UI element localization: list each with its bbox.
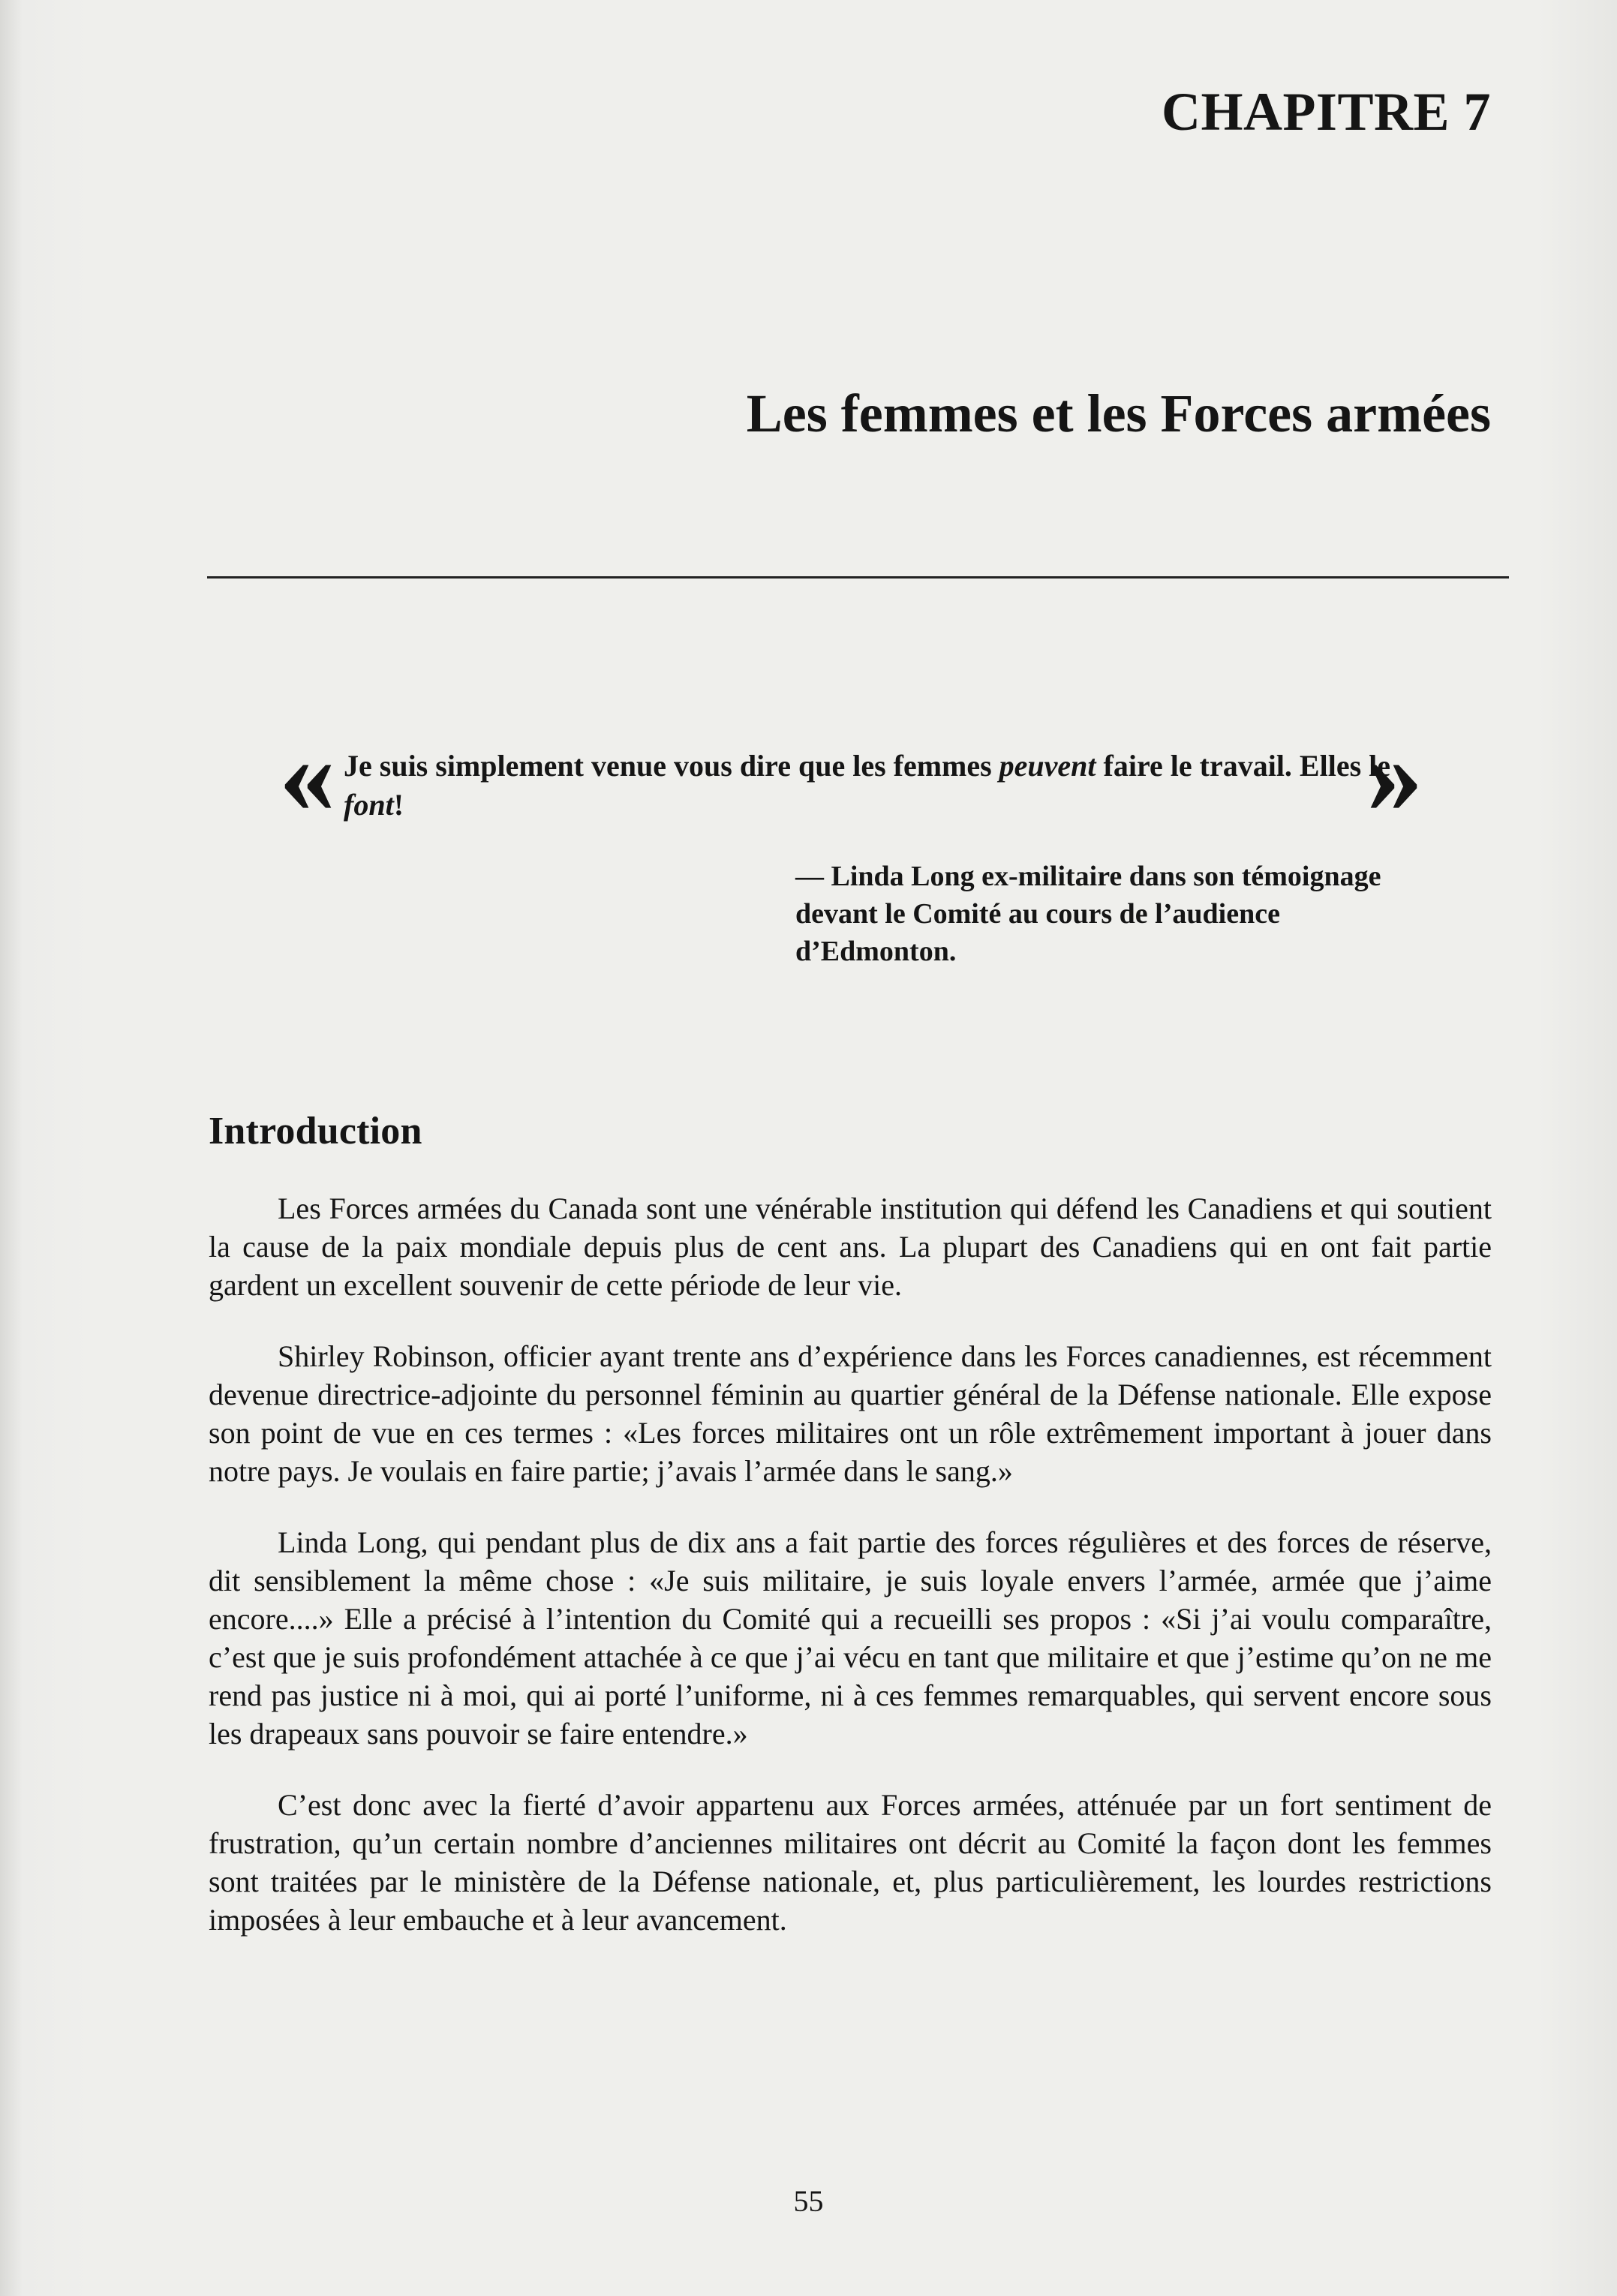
body-text [209,1189,1492,1972]
quote-text-part1: Je suis simplement venue vous dire que les femmes [344,749,999,783]
chapter-title: Les femmes et les Forces armées [746,383,1491,443]
paragraph: C’est donc avec la fierté d’avoir appartenu aux Forces armées, atténuée par un fort sentiment de frustration, qu’un certain nombre d’anciennes militaires ont décrit au Comité la façon dont les femmes sont traitées par le ministère de la Défense nationale, et, plus particulièrement, les lourdes restrictions imposées à leur embauche et à leur avancement. [209,1788,1492,1937]
quote-emphasis-2: font [344,788,394,822]
quote-text-part3: ! [393,788,404,822]
section-heading: Introduction [209,1110,422,1153]
page-number: 55 [793,2184,824,2218]
chapter-label: CHAPITRE 7 [1161,82,1491,142]
paragraph: Les Forces armées du Canada sont une vénérable institution qui défend les Canadiens et qui soutient la cause de la paix mondiale depuis plus de cent ans. La plupart des Canadiens qui en ont fait partie gardent un excellent souvenir de cette période de leur vie. [209,1192,1492,1302]
quote-text-part2: faire le travail. Elles le [1096,749,1391,783]
horizontal-rule [207,576,1509,579]
quote-text [344,747,1424,825]
paragraph: Linda Long, qui pendant plus de dix ans a fait partie des forces régulières et des forces de réserve, dit sensiblement la même chose : «Je suis militaire, je suis loyale envers l’armée, armée que j’aime encore....» Elle a précisé à l’intention du Comité qui a recueilli ses propos : «Si j’ai voulu comparaître, c’est que je suis profondément attachée à ce que j’ai vécu en tant que militaire et que j’estime qu’on ne me rend pas justice ni à moi, qui ai porté l’uniforme, ni à ces femmes remarquables, qui servent encore sous les drapeaux sans pouvoir se faire entendre.» [209,1525,1492,1751]
quote-emphasis-1: peuvent [999,749,1096,783]
paragraph: Shirley Robinson, officier ayant trente ans d’expérience dans les Forces canadiennes, est récemment devenue directrice-adjointe du personnel féminin au quartier général de la Défense nationale. Elle expose son point de vue en ces termes : «Les forces militaires ont un rôle extrêmement important à jouer dans notre pays. Je voulais en faire partie; j’avais l’armée dans le sang.» [209,1339,1492,1488]
close-quote-mark: » [1366,712,1423,837]
open-quote-mark: « [279,712,335,837]
quote-attribution: — Linda Long ex-militaire dans son témoignage devant le Comité au cours de l’audience d’Edmonton. [795,861,1381,967]
